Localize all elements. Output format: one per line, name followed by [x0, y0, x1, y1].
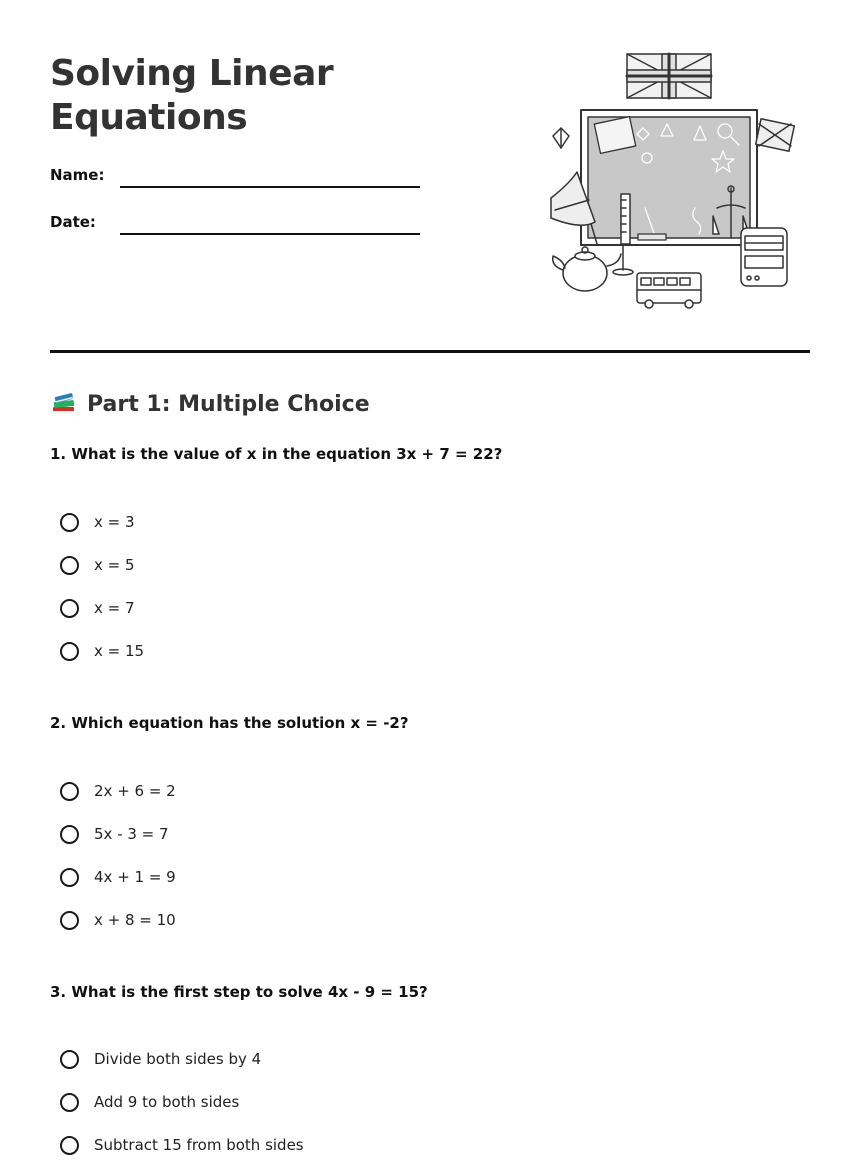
red-bus-front-icon	[741, 228, 787, 286]
radio-button[interactable]	[60, 642, 79, 661]
q2-option-b[interactable]	[60, 821, 169, 847]
q3-option-b[interactable]	[60, 1089, 239, 1115]
name-field[interactable]	[120, 186, 420, 188]
option-label: 5x - 3 = 7	[94, 825, 169, 843]
radio-button[interactable]	[60, 1093, 79, 1112]
q2-option-c[interactable]	[60, 864, 176, 890]
radio-button[interactable]	[60, 911, 79, 930]
q1-option-a[interactable]	[60, 509, 135, 535]
name-label: Name:	[50, 166, 105, 184]
double-decker-bus-icon	[637, 273, 701, 308]
radio-button[interactable]	[60, 513, 79, 532]
date-label: Date:	[50, 213, 96, 231]
radio-button[interactable]	[60, 1050, 79, 1069]
small-flag-right-icon	[756, 119, 795, 152]
q2-option-d[interactable]	[60, 907, 176, 933]
worksheet-title: Solving Linear Equations	[50, 53, 334, 138]
option-label: Add 9 to both sides	[94, 1093, 240, 1111]
option-label: Subtract 15 from both sides	[94, 1136, 304, 1154]
option-label: x = 5	[94, 556, 135, 574]
radio-button[interactable]	[60, 825, 79, 844]
teapot-icon	[553, 247, 621, 291]
books-icon	[50, 390, 78, 418]
question-2: 2. Which equation has the solution x = -2?	[50, 714, 409, 732]
q3-option-a[interactable]	[60, 1046, 261, 1072]
q1-option-c[interactable]	[60, 595, 135, 621]
radio-button[interactable]	[60, 868, 79, 887]
radio-button[interactable]	[60, 782, 79, 801]
part1-heading	[50, 388, 370, 420]
question-3: 3. What is the first step to solve 4x - 9 = 15?	[50, 983, 428, 1001]
question-1: 1. What is the value of x in the equation 3x + 7 = 22?	[50, 445, 503, 463]
union-jack-flag-icon	[627, 54, 711, 98]
option-label: Divide both sides by 4	[94, 1050, 262, 1068]
q3-option-c[interactable]	[60, 1132, 304, 1158]
radio-button[interactable]	[60, 556, 79, 575]
option-label: x = 15	[94, 642, 145, 660]
option-label: x + 8 = 10	[94, 911, 176, 929]
option-label: x = 3	[94, 513, 135, 531]
part1-heading-text: Part 1: Multiple Choice	[87, 391, 370, 417]
q1-option-d[interactable]	[60, 638, 144, 664]
option-label: 4x + 1 = 9	[94, 868, 176, 886]
uk-classroom-chalkboard-illustration	[545, 48, 800, 313]
radio-button[interactable]	[60, 599, 79, 618]
q2-option-a[interactable]	[60, 778, 176, 804]
option-label: 2x + 6 = 2	[94, 782, 176, 800]
date-field[interactable]	[120, 233, 420, 235]
option-label: x = 7	[94, 599, 135, 617]
q1-option-b[interactable]	[60, 552, 135, 578]
radio-button[interactable]	[60, 1136, 79, 1155]
header-divider	[50, 350, 810, 353]
